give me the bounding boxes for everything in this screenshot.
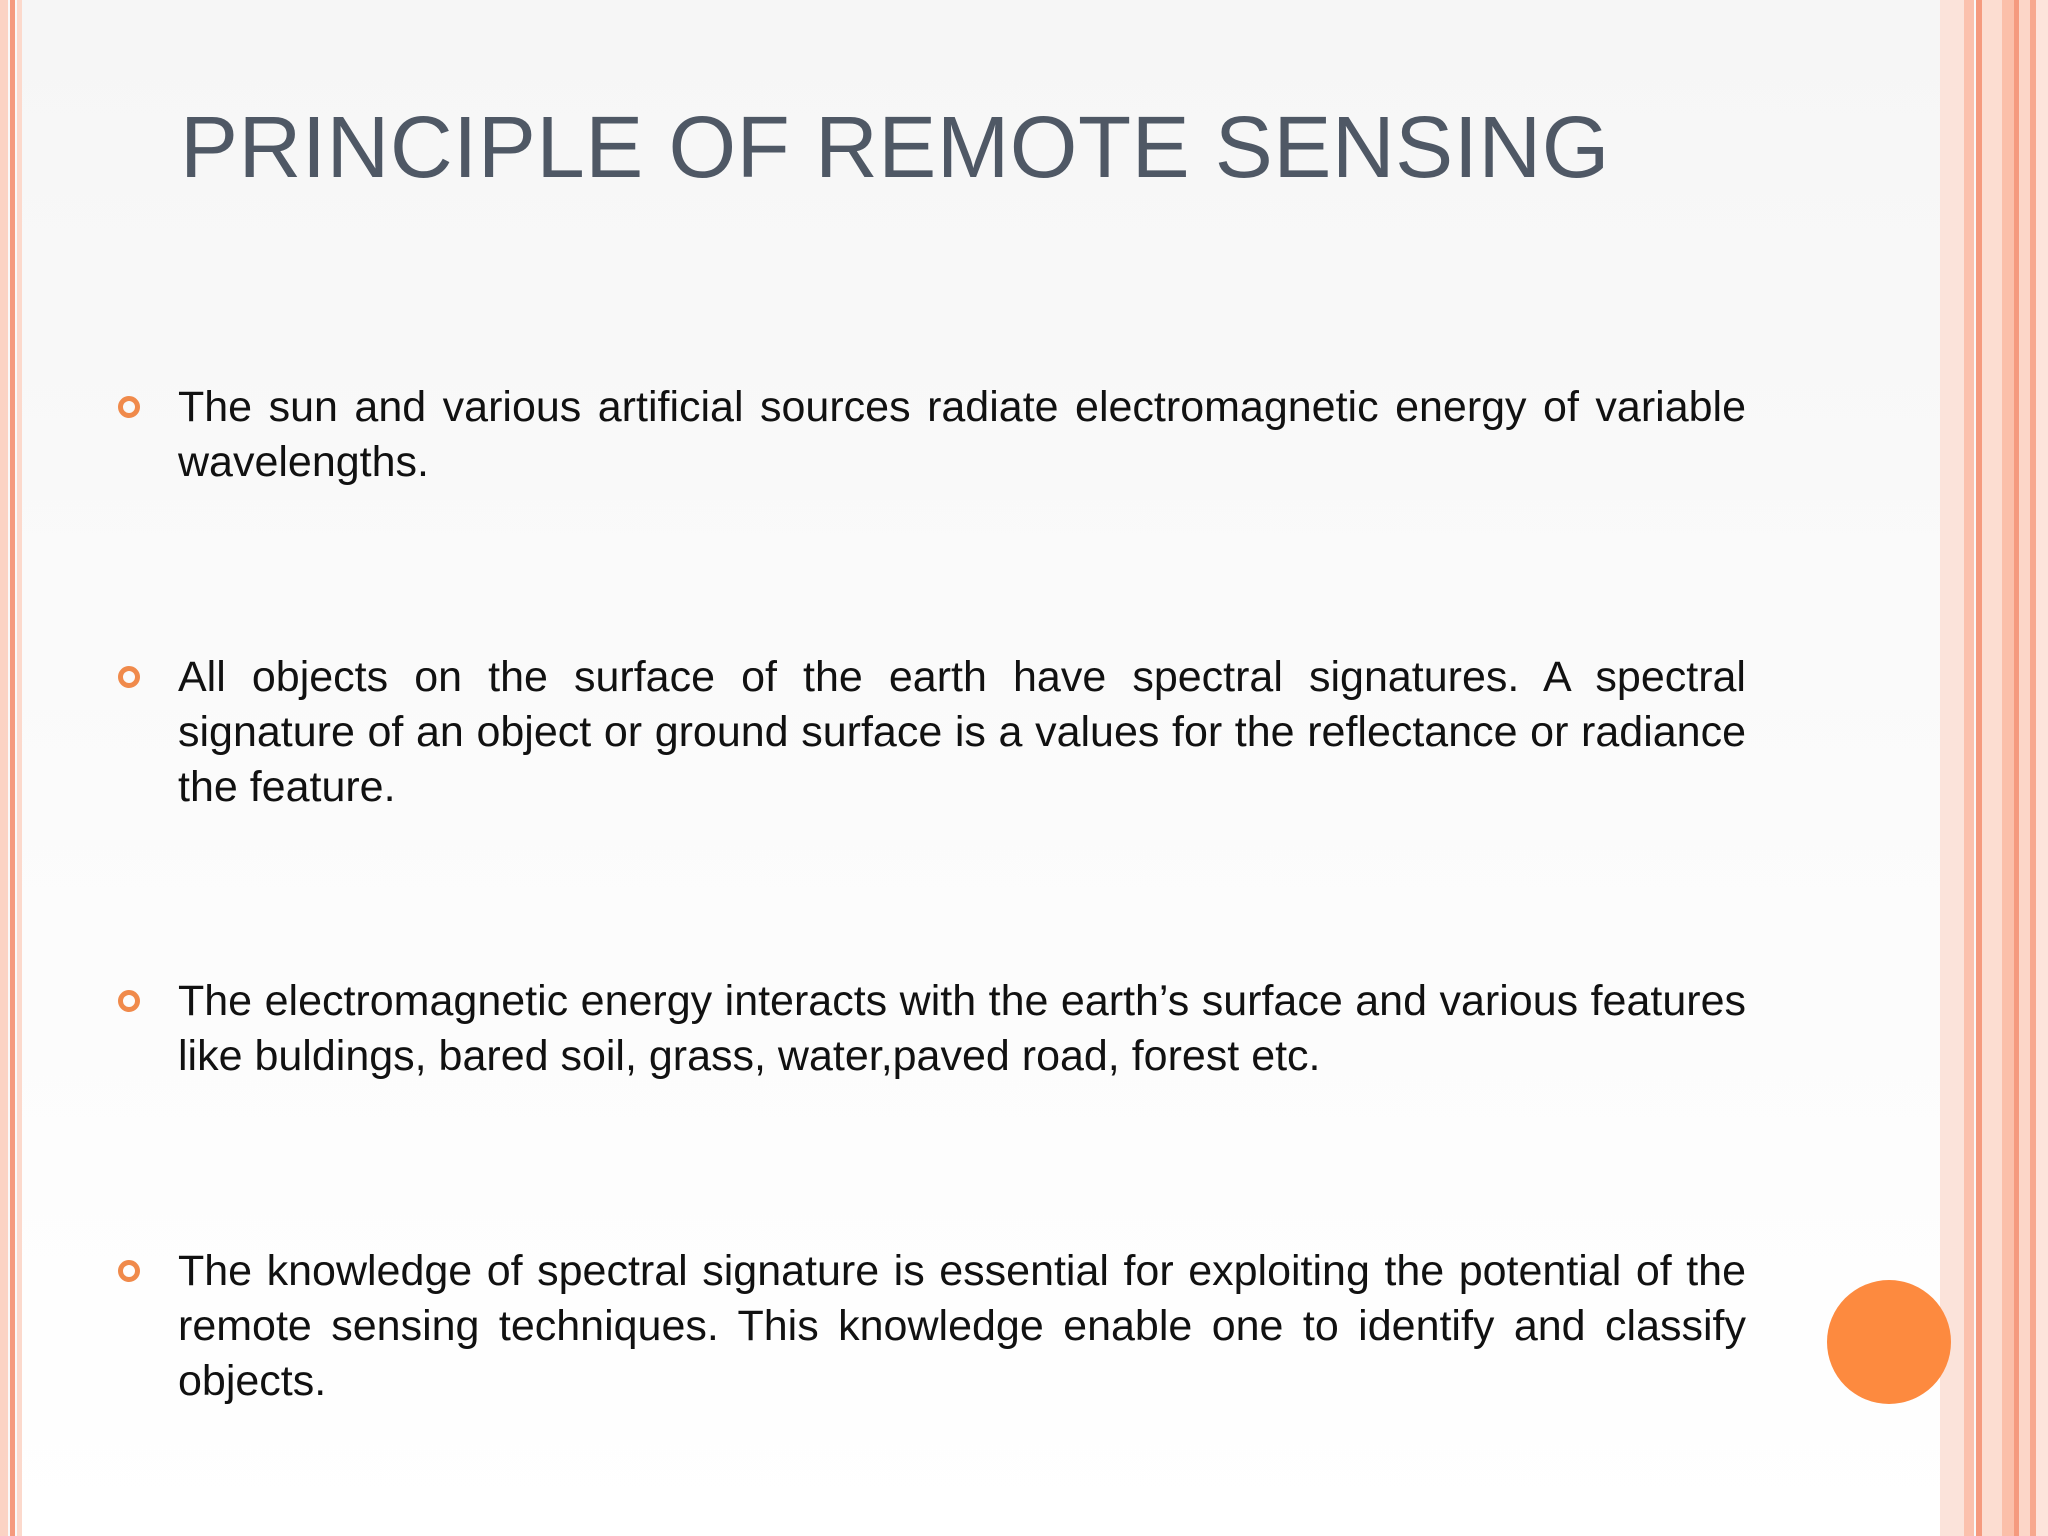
bullet-ring-icon — [118, 990, 140, 1012]
bullet-text: The electromagnetic energy interacts with the earth’s surface and various features like buldings, bared soil, grass, water,paved road, forest etc. — [178, 977, 1746, 1080]
slide-title: PRINCIPLE OF REMOTE SENSING — [180, 99, 1610, 196]
right-border-stripe — [2002, 0, 2014, 1536]
left-border-stripe — [0, 0, 8, 1536]
bullet-text: The knowledge of spectral signature is essential for exploiting the potential of the remote sensing techniques. This knowledge enable one to identify and classify objects. — [178, 1247, 1746, 1405]
bullet-text: All objects on the surface of the earth have spectral signatures. A spectral signature of an object or ground surface is a values for the reflectance or radiance the feature. — [178, 653, 1746, 811]
right-border-stripe — [2019, 0, 2030, 1536]
decorative-orange-circle — [1827, 1280, 1951, 1404]
right-border-stripe — [1964, 0, 1974, 1536]
bullet-ring-icon — [118, 396, 140, 418]
left-border-stripe — [10, 0, 15, 1536]
bullet-ring-icon — [118, 1260, 140, 1282]
right-border-stripe — [1940, 0, 1964, 1536]
right-border-stripe — [1982, 0, 2002, 1536]
right-border-stripe — [2036, 0, 2048, 1536]
bullet-ring-icon — [118, 666, 140, 688]
bullet-text: The sun and various artificial sources radiate electromagnetic energy of variable wavelengths. — [178, 383, 1746, 486]
